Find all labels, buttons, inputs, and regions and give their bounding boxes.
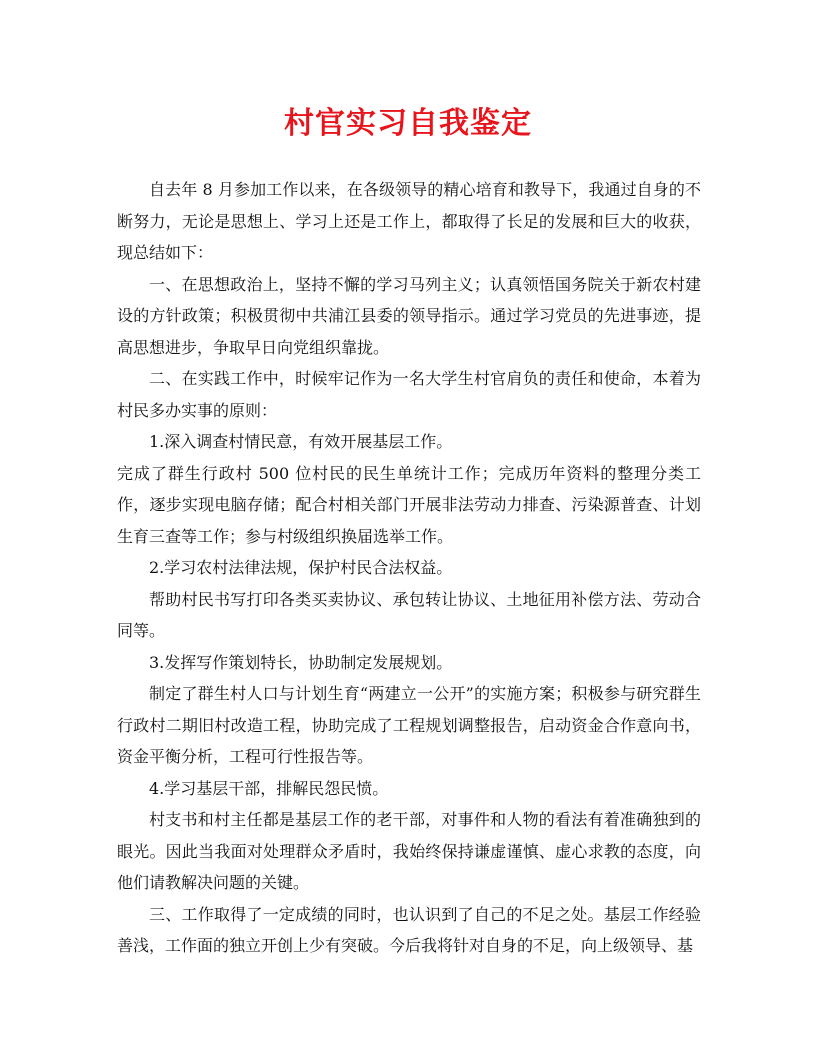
- section-three-paragraph: 三、工作取得了一定成绩的同时，也认识到了自己的不足之处。基层工作经验善浅，工作面的独立开创上少有突破。今后我将针对自身的不足，向上级领导、基: [117, 904, 701, 955]
- item-three-heading: 3.发挥写作策划特长，协助制定发展规划。: [149, 652, 453, 672]
- intro-paragraph: 自去年 8 月参加工作以来，在各级领导的精心培育和教导下，我通过自身的不断努力，无论是思想上、学习上还是工作上，都取得了长足的发展和巨大的收获，现总结如下：: [117, 180, 701, 262]
- item-four-paragraph: 村支书和村主任都是基层工作的老干部，对事件和人物的看法有着准确独到的眼光。因此当我面对处理群众矛盾时，我始终保持谦虚谨慎、虚心求教的态度，向他们请教解决问题的关键。: [117, 810, 701, 892]
- section-one-paragraph: 一、在思想政治上，坚持不懈的学习马列主义；认真领悟国务院关于新农村建设的方针政策；积极贯彻中共浦江县委的领导指示。通过学习党员的先进事迹，提高思想进步，争取早日向党组织靠拢。: [117, 274, 701, 357]
- item-two-heading: 2.学习农村法律法规，保护村民合法权益。: [149, 558, 453, 577]
- item-one-heading: 1.深入调查村情民意，有效开展基层工作。: [149, 432, 453, 451]
- item-one-paragraph: 完成了群生行政村 500 位村民的民生单统计工作；完成历年资料的整理分类工作，逐步实现电脑存储；配合村相关部门开展非法劳动力排查、污染源普查、计划生育三查等工作；参与村级组织换届选举工作。: [117, 463, 701, 546]
- section-two-paragraph: 二、在实践工作中，时候牢记作为一名大学生村官肩负的责任和使命，本着为村民多办实事的原则：: [117, 369, 701, 420]
- item-four-heading: 4.学习基层干部，排解民怨民愤。: [149, 778, 389, 798]
- item-two-paragraph: 帮助村民书写打印各类买卖协议、承包转让协议、土地征用补偿方法、劳动合同等。: [117, 589, 701, 640]
- document-title: 村官实习自我鉴定: [284, 106, 532, 141]
- item-three-paragraph: 制定了群生村人口与计划生育“两建立一公开”的实施方案；积极参与研究群生行政村二期旧村改造工程，协助完成了工程规划调整报告，启动资金合作意向书，资金平衡分析，工程可行性报告等。: [117, 684, 701, 766]
- document-body: [117, 174, 701, 962]
